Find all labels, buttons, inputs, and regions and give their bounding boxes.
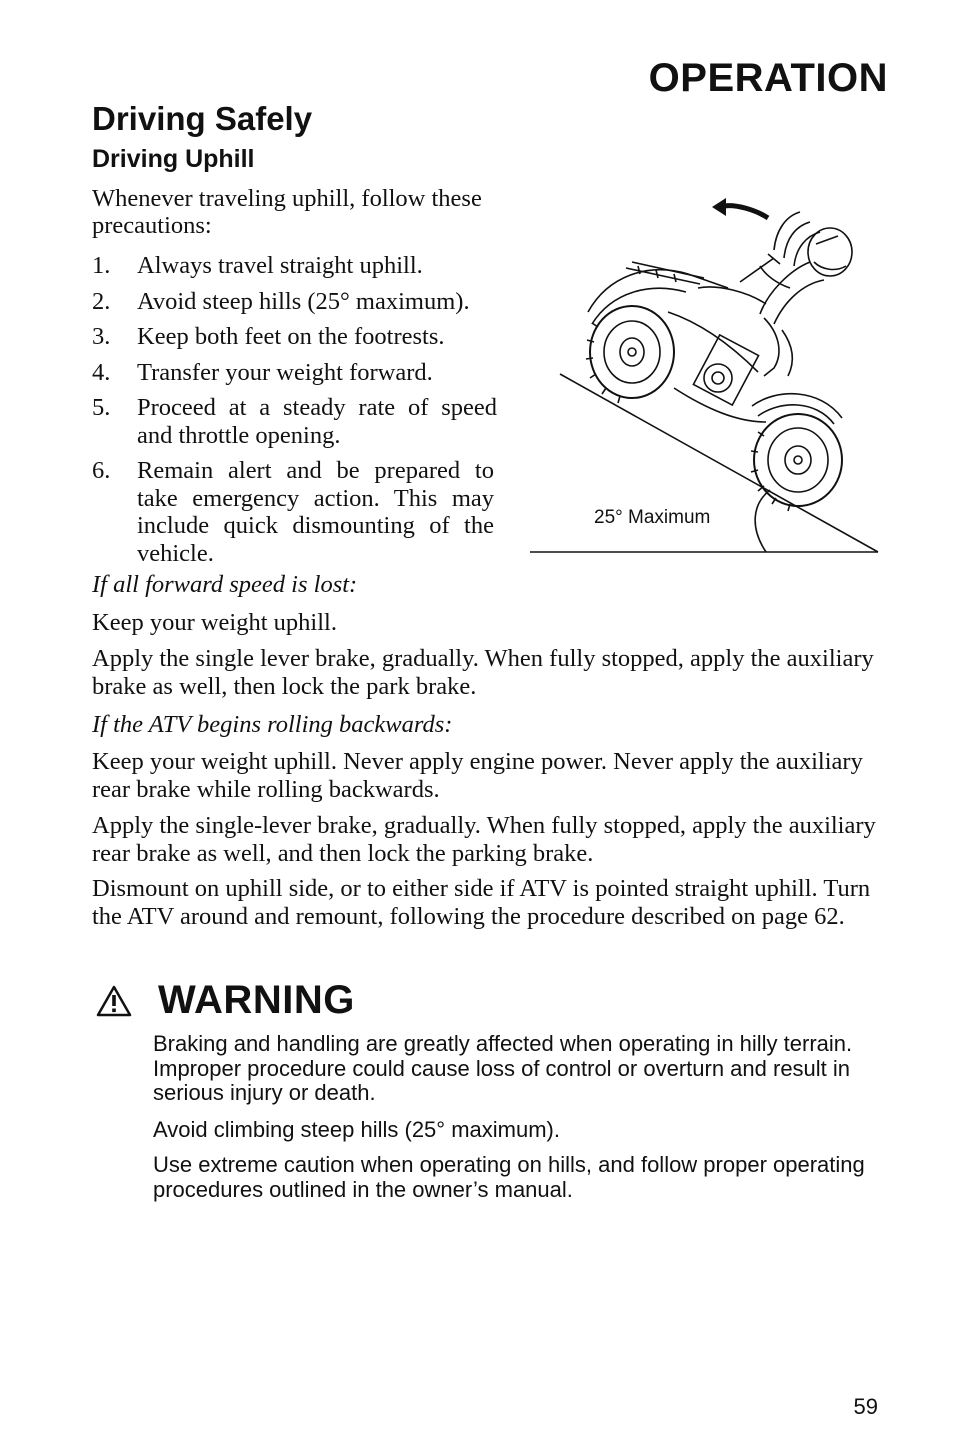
subheading: Driving Uphill (92, 145, 255, 173)
precautions-list (92, 252, 502, 575)
list-text: Keep both feet on the footrests. (137, 323, 445, 350)
forward-lost-text-1: Keep your weight uphill. (92, 609, 337, 636)
list-number: 3. (92, 323, 111, 350)
list-text: Always travel straight uphill. (137, 252, 423, 279)
list-number: 6. (92, 457, 111, 484)
warning-text-3: Use extreme caution when operating on hills, and follow proper operating procedures outlined in the owner’s manual. (153, 1152, 865, 1202)
rolling-back-text-2: Apply the single-lever brake, gradually. When fully stopped, apply the auxiliary rear brake as well, and then lock the parking brake. (92, 812, 876, 867)
atv-uphill-illustration (528, 192, 884, 560)
list-number: 5. (92, 394, 111, 421)
list-item (92, 359, 502, 387)
warning-text-2: Avoid climbing steep hills (25° maximum). (153, 1117, 560, 1142)
warning-heading (96, 978, 355, 1023)
section-header: OPERATION (648, 56, 888, 100)
list-text: Proceed at a steady rate of speed and throttle opening. (137, 394, 497, 449)
rolling-back-heading: If the ATV begins rolling backwards: (92, 711, 453, 738)
warning-triangle-icon (96, 985, 132, 1017)
list-number: 1. (92, 252, 111, 279)
list-number: 2. (92, 287, 111, 315)
list-item (92, 323, 502, 351)
list-text: Transfer your weight forward. (137, 358, 433, 386)
list-item (92, 288, 502, 316)
intro-text: Whenever traveling uphill, follow these precautions: (92, 185, 482, 239)
warning-text-1: Braking and handling are greatly affected when operating in hilly terrain. Improper procedure could cause loss of control or overturn and result in serious injury or death. (153, 1031, 853, 1105)
rolling-back-text-3: Dismount on uphill side, or to either side if ATV is pointed straight uphill. Turn the ATV around and remount, following the procedure described on page 62. (92, 875, 871, 930)
angle-label: 25° Maximum (594, 507, 711, 528)
list-item (92, 394, 497, 449)
list-text: Remain alert and be prepared to take emergency action. This may include quick dismounting of the vehicle. (137, 457, 494, 567)
rolling-back-text-1: Keep your weight uphill. Never apply engine power. Never apply the auxiliary rear brake while rolling backwards. (92, 748, 863, 803)
forward-lost-text-2: Apply the single lever brake, gradually. When fully stopped, apply the auxiliary brake as well, then lock the park brake. (92, 645, 874, 700)
warning-title: WARNING (158, 978, 355, 1022)
atv-drawing (528, 192, 884, 560)
page-title: Driving Safely (92, 100, 313, 137)
forward-lost-heading: If all forward speed is lost: (92, 571, 358, 598)
list-item (92, 457, 494, 567)
list-number: 4. (92, 358, 111, 386)
page-number: 59 (853, 1394, 878, 1419)
list-text: Avoid steep hills (25° maximum). (137, 287, 470, 315)
list-item (92, 252, 502, 280)
